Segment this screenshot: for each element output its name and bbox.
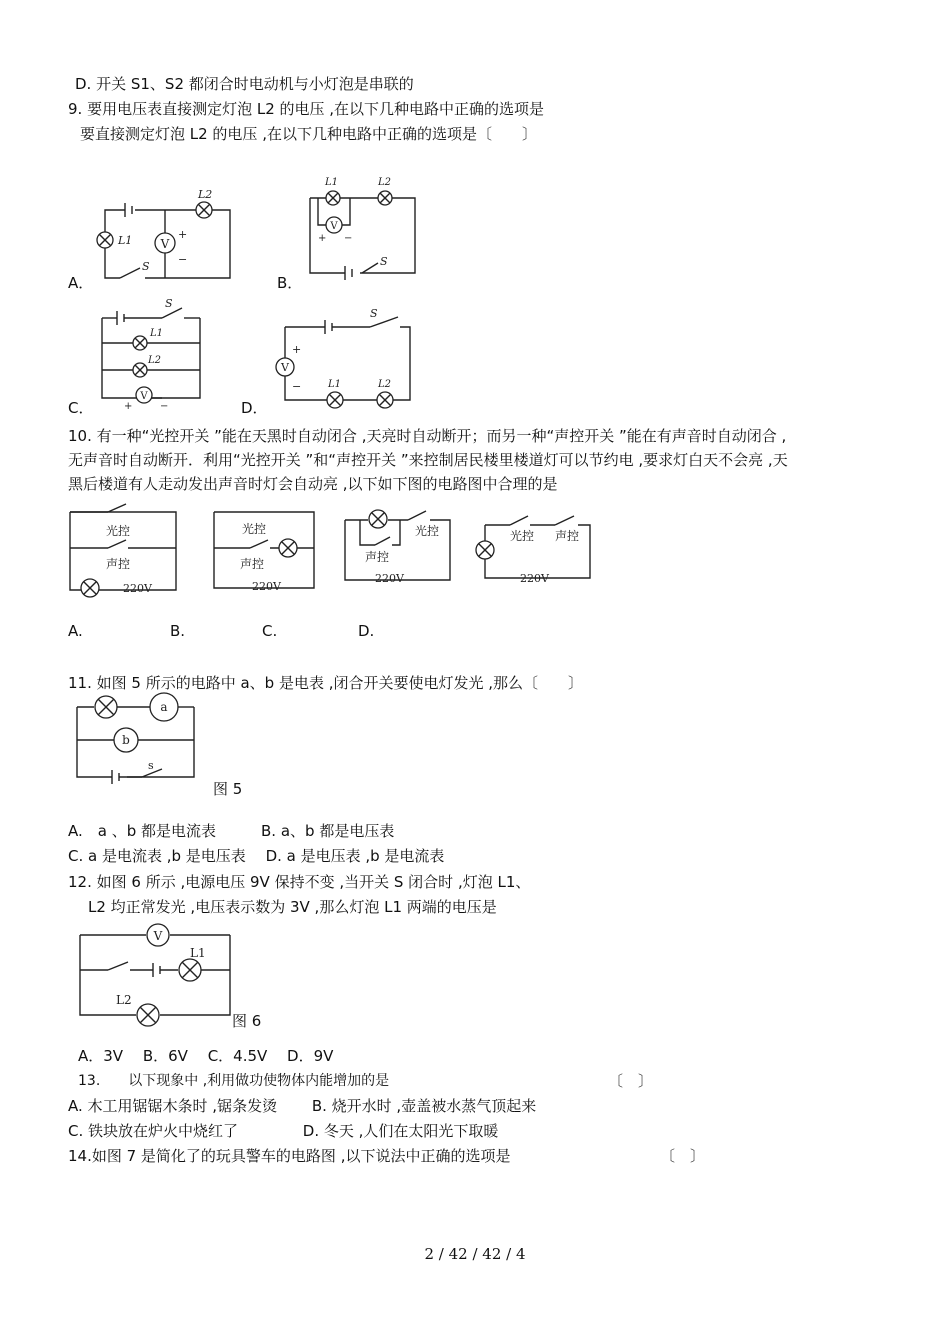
q9-subtitle: 要直接测定灯泡 L2 的电压 ,在以下几种电路中正确的选项是〔 〕 bbox=[80, 125, 537, 143]
svg-text:V: V bbox=[153, 929, 163, 943]
q9-label-a: A． bbox=[68, 274, 94, 292]
q9-label-b: B． bbox=[277, 274, 303, 292]
q10-line-2: 无声音时自动断开．利用“光控开关 ”和“声控开关 ”来控制居民楼里楼道灯可以节约电 ,要求灯白天不会亮 ,天 bbox=[68, 451, 788, 469]
svg-text:s: s bbox=[148, 759, 154, 772]
q10-line-3: 黑后楼道有人走动发出声音时灯会自动亮 ,以下如下图的电路图中合理的是 bbox=[68, 475, 558, 493]
svg-text:光控: 光控 bbox=[510, 529, 535, 543]
svg-text:V: V bbox=[140, 391, 148, 402]
svg-text:S: S bbox=[142, 260, 150, 273]
q8-option-d: D. 开关 S1、S2 都闭合时电动机与小灯泡是串联的 bbox=[75, 75, 414, 93]
q11-circuit bbox=[72, 695, 202, 790]
svg-text:V: V bbox=[330, 221, 338, 232]
q12-options: A．3V B．6V C．4.5V D．9V bbox=[78, 1047, 334, 1065]
q9-title: 9. 要用电压表直接测定灯泡 L2 的电压 ,在以下几种电路中正确的选项是 bbox=[68, 100, 545, 118]
svg-text:L2: L2 bbox=[198, 188, 213, 201]
q10-label-c: C. bbox=[262, 622, 278, 640]
q10-circuit-d bbox=[480, 510, 595, 585]
q10-label-b: B. bbox=[170, 622, 186, 640]
svg-text:V: V bbox=[160, 237, 170, 251]
q10-circuit-a bbox=[68, 500, 180, 602]
svg-text:220V: 220V bbox=[123, 582, 152, 595]
svg-text:−: − bbox=[292, 380, 302, 393]
svg-text:L1: L1 bbox=[328, 379, 342, 390]
q9-circuit-d bbox=[270, 305, 420, 410]
q10-circuit-c bbox=[340, 505, 455, 590]
svg-text:220V: 220V bbox=[252, 580, 281, 593]
svg-text:a: a bbox=[160, 700, 168, 714]
q11-options-ab: A. a 、b 都是电流表 B. a、b 都是电压表 bbox=[68, 822, 395, 840]
q12-figure-label: 图 6 bbox=[232, 1012, 262, 1030]
q13-options-cd: C. 铁块放在炉火中烧红了 D. 冬天 ,人们在太阳光下取暖 bbox=[68, 1122, 499, 1140]
q11-options-cd: C. a 是电流表 ,b 是电压表 D. a 是电压表 ,b 是电流表 bbox=[68, 847, 445, 865]
q10-line-1: 10. 有一种“光控开关 ”能在天黑时自动闭合 ,天亮时自动断开；而另一种“声控开关 ”能在有声音时自动闭合 , bbox=[68, 427, 787, 445]
q9-circuit-c bbox=[92, 298, 212, 410]
svg-text:声控: 声控 bbox=[365, 550, 390, 564]
page-footer: 2 / 42 / 42 / 4 bbox=[424, 1245, 526, 1263]
svg-text:−: − bbox=[178, 253, 188, 266]
svg-text:声控: 声控 bbox=[240, 557, 265, 571]
q9-circuit-b bbox=[300, 173, 420, 283]
svg-text:L1: L1 bbox=[325, 177, 339, 188]
svg-text:220V: 220V bbox=[520, 572, 549, 585]
q14-bracket: 〔 〕 bbox=[660, 1147, 706, 1165]
svg-text:L2: L2 bbox=[116, 993, 132, 1007]
svg-text:V: V bbox=[281, 361, 289, 374]
q10-circuit-b bbox=[210, 500, 322, 602]
q13-bracket: 〔 〕 bbox=[608, 1072, 654, 1090]
q11-figure-label: 图 5 bbox=[213, 780, 243, 798]
q9-circuit-a bbox=[90, 188, 240, 288]
svg-text:声控: 声控 bbox=[106, 557, 131, 571]
q14-title: 14.如图 7 是简化了的玩具警车的电路图 ,以下说法中正确的选项是 bbox=[68, 1147, 511, 1165]
svg-text:+: + bbox=[292, 343, 302, 356]
q13-title: 13. 以下现象中 ,利用做功使物体内能增加的是 bbox=[78, 1073, 390, 1089]
svg-text:光控: 光控 bbox=[415, 524, 440, 538]
svg-text:L2: L2 bbox=[378, 379, 392, 390]
svg-text:220V: 220V bbox=[375, 572, 404, 585]
q10-label-a: A. bbox=[68, 622, 83, 640]
svg-text:L2: L2 bbox=[148, 355, 162, 366]
svg-text:L2: L2 bbox=[378, 177, 392, 188]
svg-text:+: + bbox=[178, 228, 188, 241]
q12-circuit bbox=[78, 920, 238, 1030]
svg-text:b: b bbox=[122, 733, 130, 747]
q12-line-2: L2 均正常发光 ,电压表示数为 3V ,那么灯泡 L1 两端的电压是 bbox=[88, 898, 497, 916]
q11-title: 11. 如图 5 所示的电路中 a、b 是电表 ,闭合开关要使电灯发光 ,那么〔 〕 bbox=[68, 674, 584, 692]
svg-text:S: S bbox=[370, 307, 378, 320]
q13-options-ab: A. 木工用锯锯木条时 ,锯条发烫 B. 烧开水时 ,壶盖被水蒸气顶起来 bbox=[68, 1097, 537, 1115]
q12-line-1: 12. 如图 6 所示 ,电源电压 9V 保持不变 ,当开关 S 闭合时 ,灯泡 L1、 bbox=[68, 873, 531, 891]
svg-text:S: S bbox=[165, 297, 173, 310]
svg-text:−: − bbox=[160, 401, 169, 412]
svg-text:光控: 光控 bbox=[106, 524, 131, 538]
q9-label-d: D． bbox=[241, 399, 268, 417]
svg-text:L1: L1 bbox=[118, 234, 133, 247]
q9-label-c: C． bbox=[68, 399, 94, 417]
svg-text:L1: L1 bbox=[150, 328, 164, 339]
svg-text:光控: 光控 bbox=[242, 522, 267, 536]
q10-label-d: D. bbox=[358, 622, 375, 640]
svg-text:S: S bbox=[380, 255, 388, 268]
svg-text:+: + bbox=[318, 233, 327, 244]
svg-text:声控: 声控 bbox=[555, 529, 580, 543]
svg-text:−: − bbox=[344, 233, 353, 244]
svg-text:+: + bbox=[124, 401, 133, 412]
svg-text:L1: L1 bbox=[190, 946, 206, 960]
